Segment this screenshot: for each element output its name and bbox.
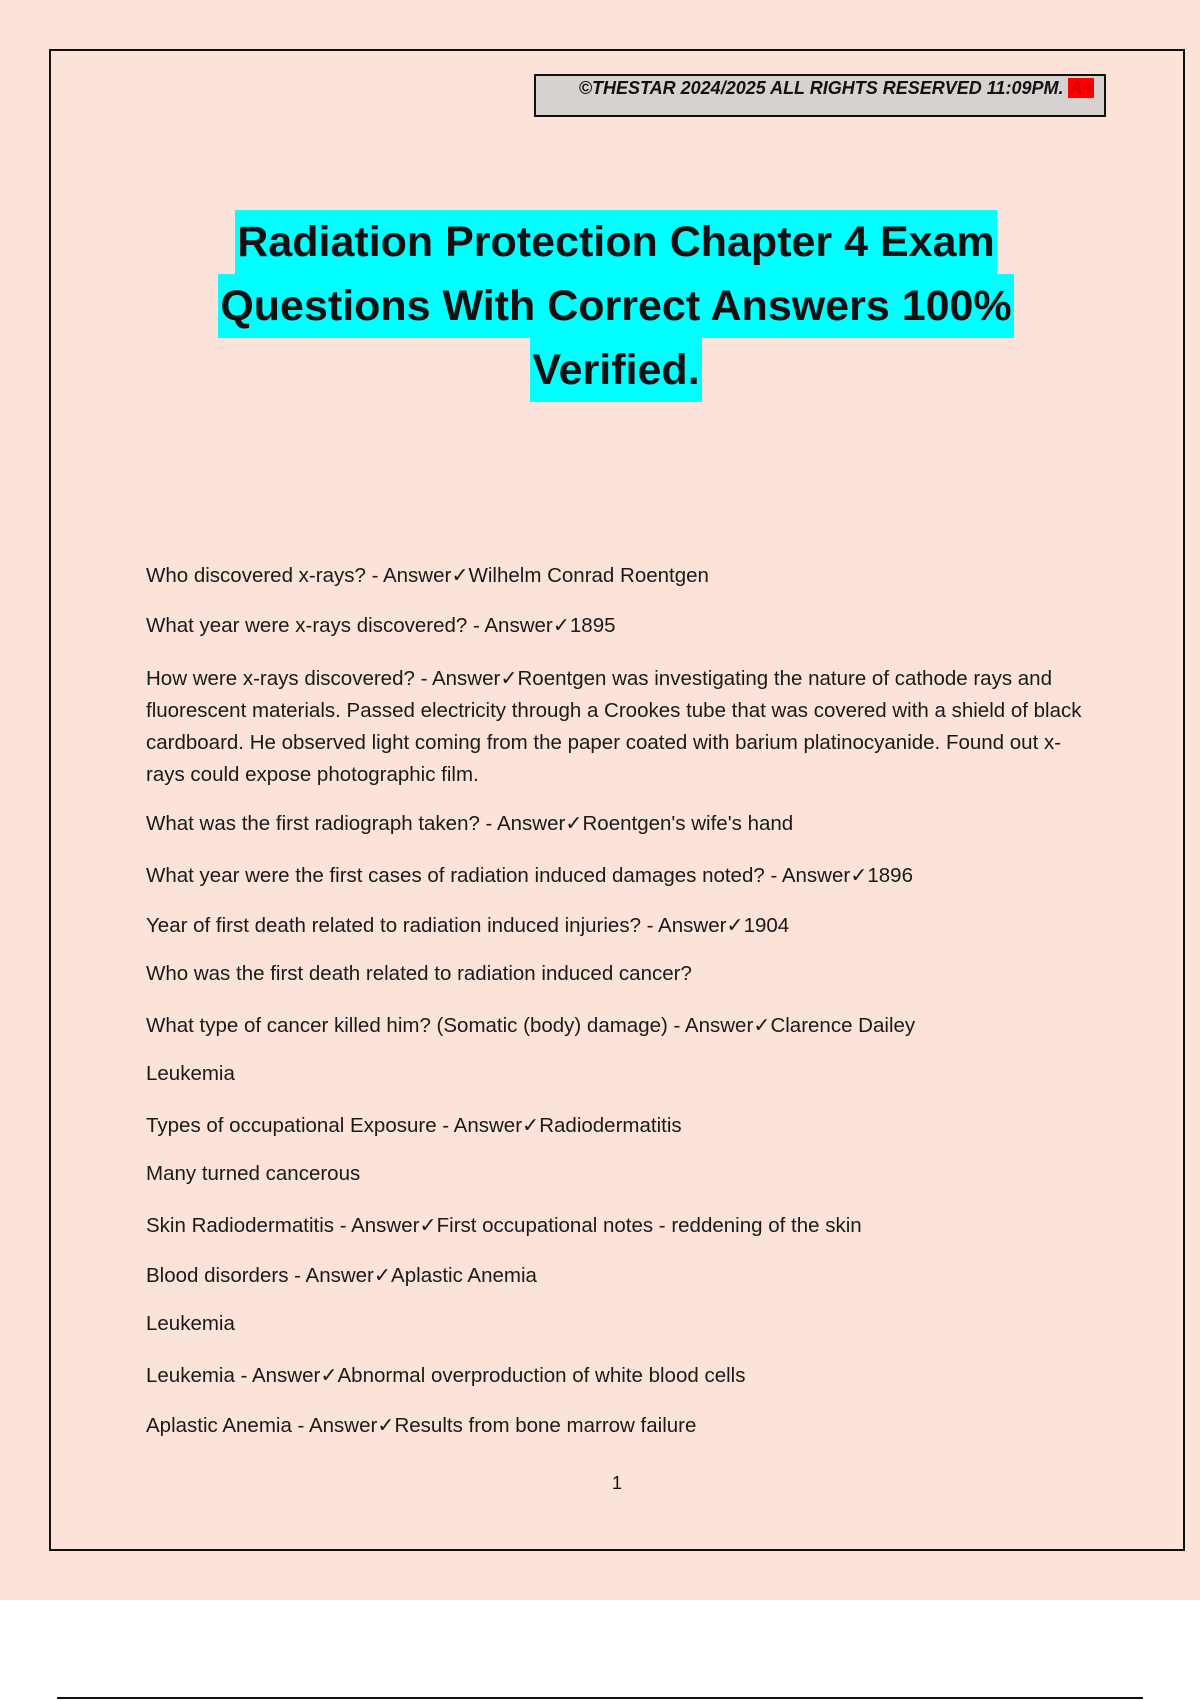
page-number: 1: [611, 1473, 622, 1493]
copyright-text: [579, 78, 1094, 99]
qa-entry: Who was the first death related to radiation induced cancer?: [146, 962, 692, 985]
qa-entry: Types of occupational Exposure - Answer✓Radiodermatitis: [146, 1114, 682, 1137]
qa-entry: What type of cancer killed him? (Somatic (body) damage) - Answer✓Clarence Dailey: [146, 1014, 916, 1037]
document-title: [120, 210, 1112, 402]
qa-entry: Leukemia: [146, 1062, 235, 1085]
next-page-divider: [57, 1697, 1143, 1699]
qa-entry: Leukemia: [146, 1312, 235, 1335]
qa-entry: Blood disorders - Answer✓Aplastic Anemia: [146, 1264, 537, 1287]
title-line-3: Verified.: [530, 338, 701, 402]
qa-entry: Aplastic Anemia - Answer✓Results from bone marrow failure: [146, 1414, 697, 1437]
qa-entry: How were x-rays discovered? - Answer✓Roentgen was investigating the nature of cathode rays and fluorescent materials. Passed electricity through a Crookes tube that was covered with a shield of black cardboard. He observed light coming from the paper coated with barium platinocyanide. Found out x-rays could expose photographic film.: [146, 667, 1082, 786]
qa-entry: Who discovered x-rays? - Answer✓Wilhelm Conrad Roentgen: [146, 564, 709, 587]
qa-entry: What year were the first cases of radiation induced damages noted? - Answer✓1896: [146, 864, 913, 887]
qa-entry: Many turned cancerous: [146, 1162, 361, 1185]
qa-entry: Skin Radiodermatitis - Answer✓First occupational notes - reddening of the skin: [146, 1214, 862, 1237]
qa-entry: Year of first death related to radiation induced injuries? - Answer✓1904: [146, 914, 790, 937]
qa-entry: What year were x-rays discovered? - Answer✓1895: [146, 614, 616, 637]
copyright-label: ©THESTAR 2024/2025 ALL RIGHTS RESERVED 11:09PM.: [578, 78, 1064, 98]
copyright-banner: [534, 74, 1106, 117]
qa-entry: Leukemia - Answer✓Abnormal overproduction of white blood cells: [146, 1364, 746, 1387]
title-line-1: Radiation Protection Chapter 4 Exam: [235, 210, 996, 274]
title-line-2: Questions With Correct Answers 100%: [218, 274, 1013, 338]
qa-entry: What was the first radiograph taken? - Answer✓Roentgen's wife's hand: [146, 812, 794, 835]
grade-badge: A+: [1069, 78, 1093, 98]
